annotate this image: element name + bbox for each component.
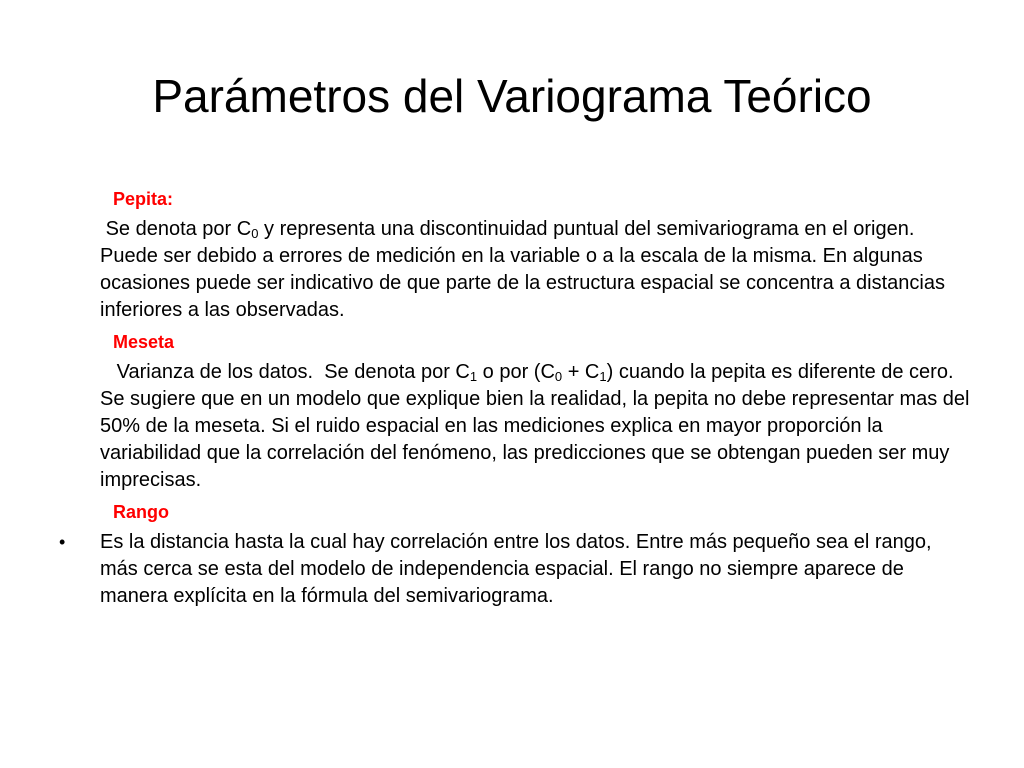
heading-rango: Rango <box>113 502 169 522</box>
pepita-subscript-0: 0 <box>251 226 259 241</box>
paragraph-rango: Es la distancia hasta la cual hay correlación entre los datos. Entre más pequeño sea el rango, más cerca se esta del modelo de independencia espacial. El rango no siempre aparece de manera explícita en la fórmula del semivariograma. <box>100 531 932 607</box>
paragraph-meseta <box>100 359 976 494</box>
meseta-subscript-1b: 1 <box>599 369 607 384</box>
meseta-subscript-0: 0 <box>554 369 563 384</box>
slide-title: Parámetros del Variograma Teórico <box>152 70 872 122</box>
meseta-text-b: o por (C <box>477 361 555 383</box>
bullet-item-rango <box>59 529 970 610</box>
meseta-text-c: + C <box>562 361 600 383</box>
paragraph-pepita <box>100 216 970 324</box>
bullet-icon: • <box>59 532 66 552</box>
pepita-text-a: Se denota por C <box>100 218 252 240</box>
heading-meseta: Meseta <box>113 332 175 352</box>
pepita-text-b: y representa una discontinuidad puntual del semivariograma en el origen. Puede ser debido a errores de medición en la variable o a la escala de la misma. En algunas ocasiones puede ser indicativo de que parte de la estructura espacial se concentra a distancias inferiores a las observadas. <box>100 218 951 321</box>
meseta-text-d: ) cuando la pepita es diferente de cero. Se sugiere que en un modelo que explique bien la realidad, la pepita no debe representar mas del 50% de la meseta. Si el ruido espacial en las mediciones explica en mayor proporción la variabilidad que la correlación del fenómeno, las predicciones que se obtengan pueden ser muy imprecisas. <box>100 361 976 491</box>
meseta-text-a: Varianza de los datos. Se denota por C <box>100 361 470 383</box>
slide-body <box>59 186 976 615</box>
heading-pepita: Pepita: <box>113 189 174 209</box>
meseta-subscript-1: 1 <box>469 369 478 384</box>
